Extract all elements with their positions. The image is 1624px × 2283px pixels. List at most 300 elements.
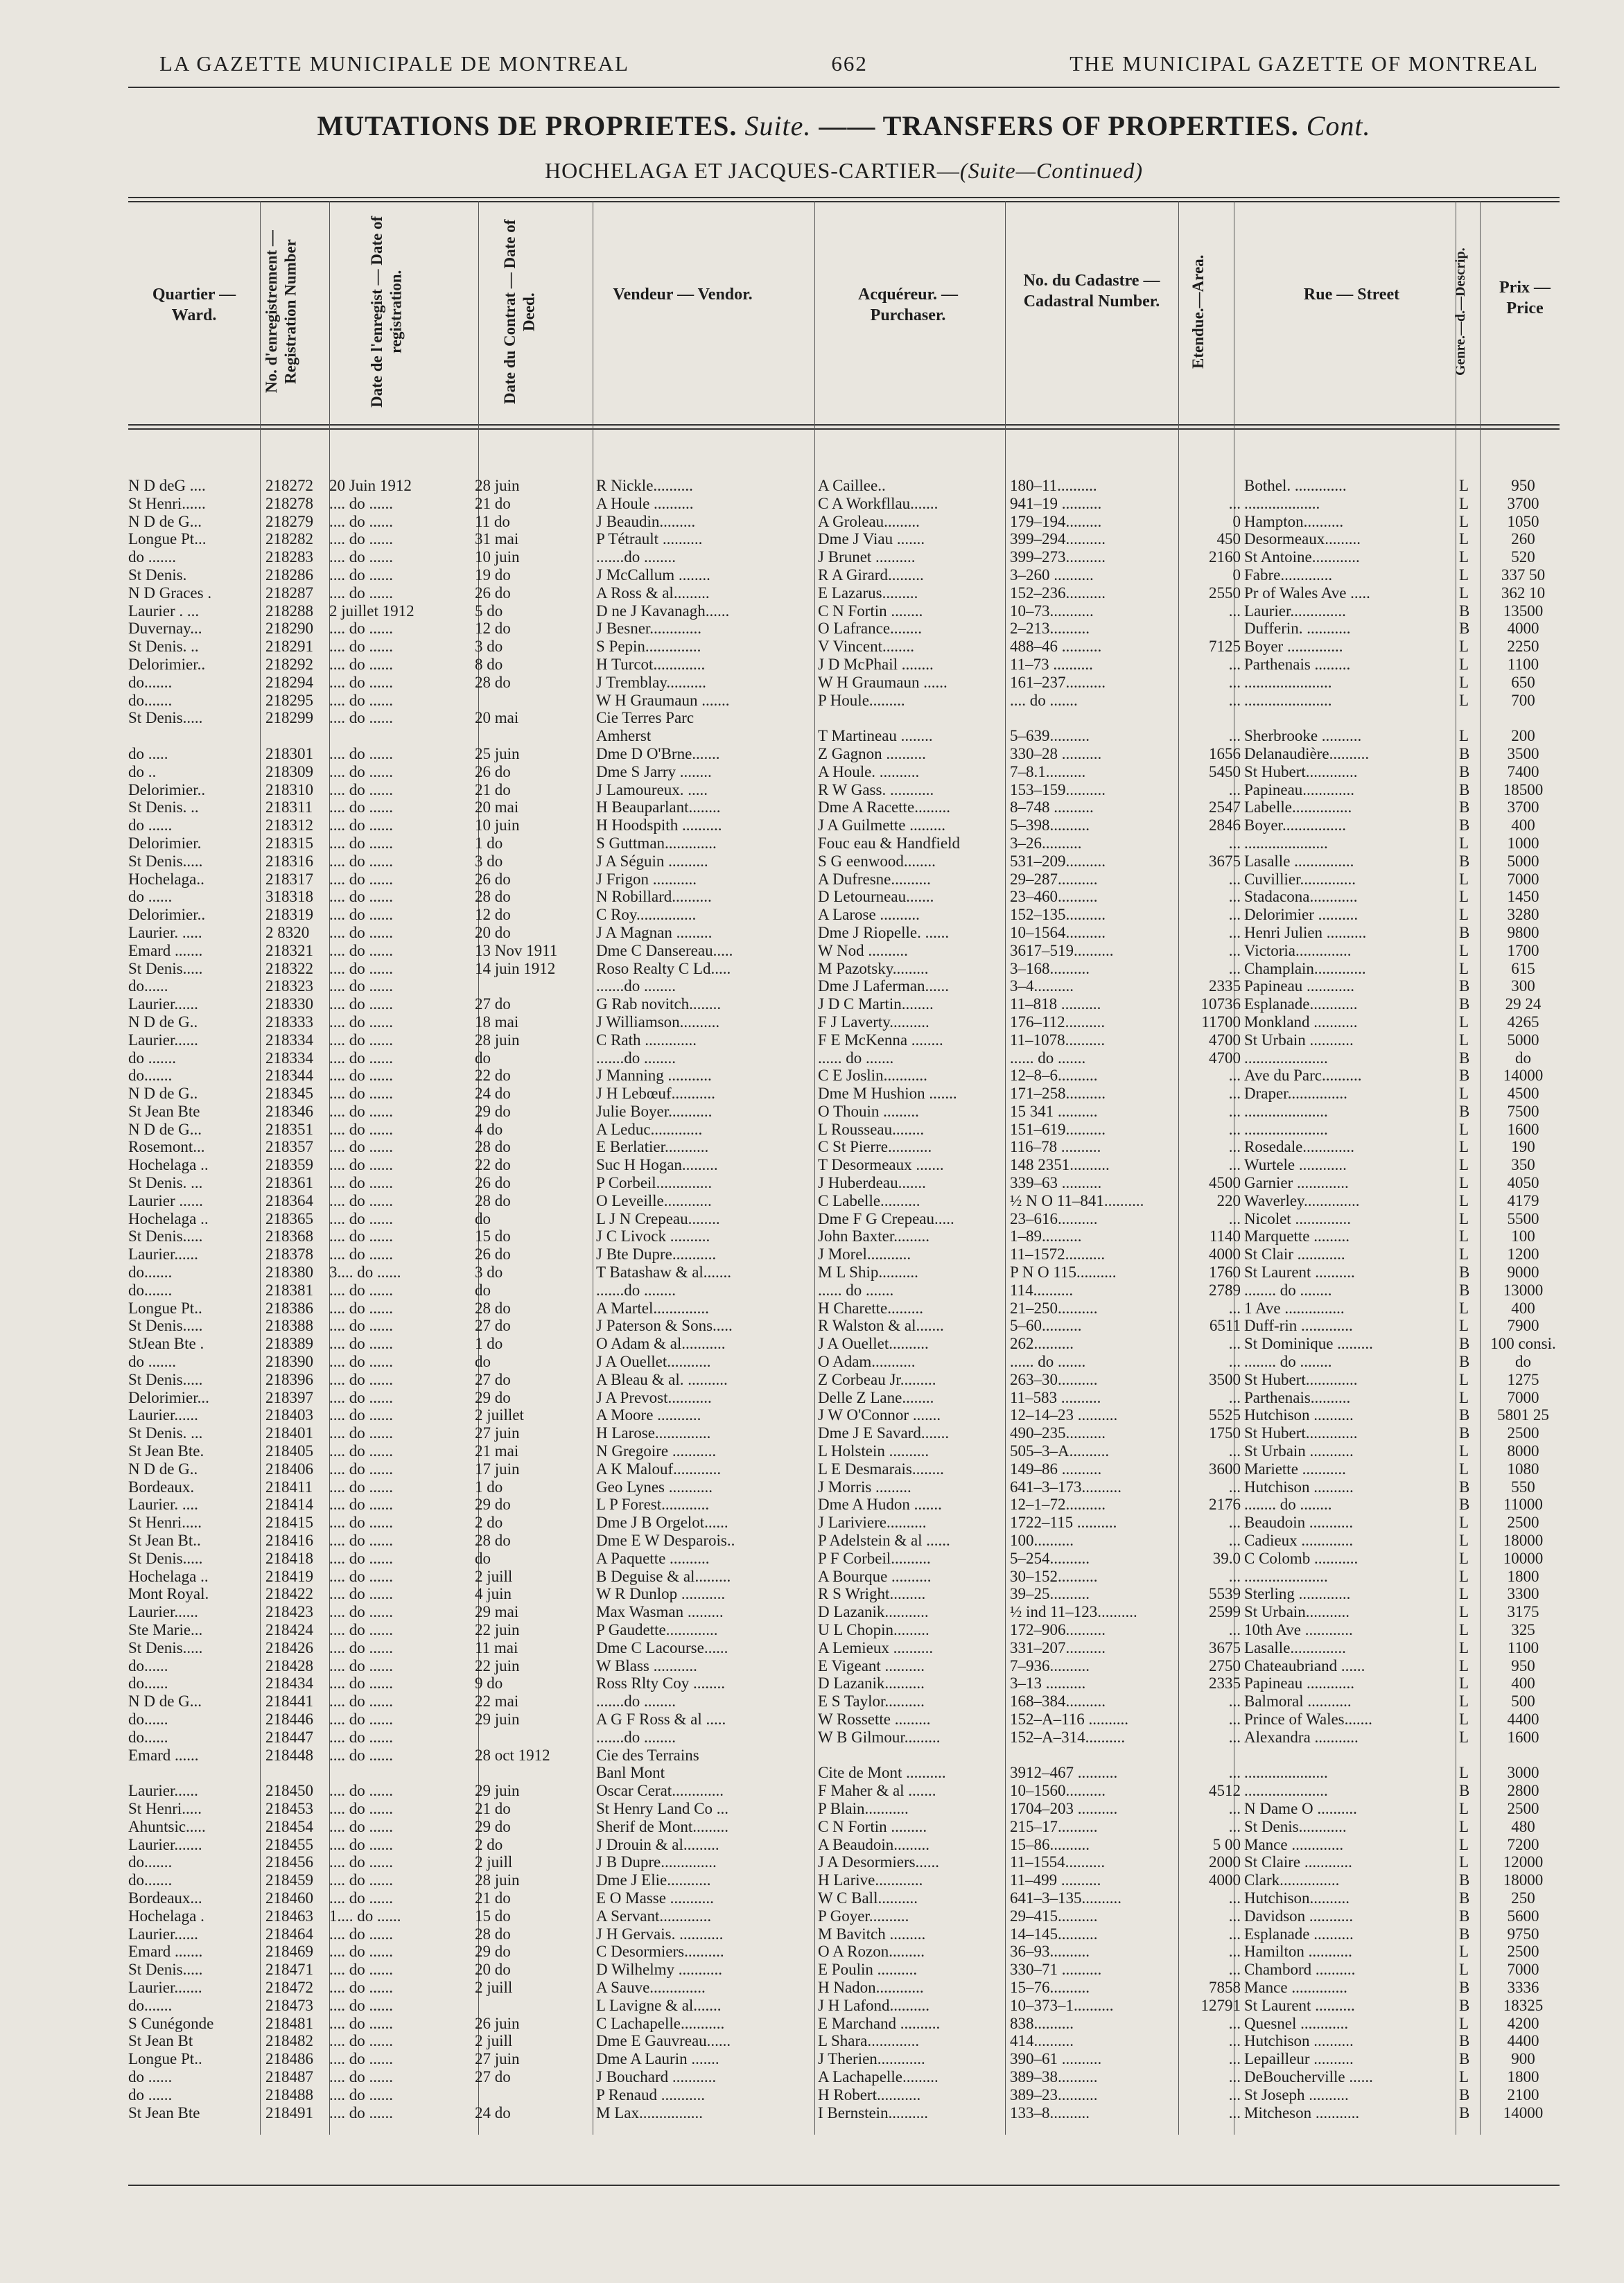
street-cell: Parthenais..........: [1244, 1388, 1351, 1406]
header-date-reg: Date de l'enregist — Date of registration.: [368, 216, 405, 408]
cadastre-cell: 215–17..........: [1010, 1817, 1098, 1835]
cadastre-cell: 330–28 ..........: [1010, 744, 1102, 762]
registration-cell: 218411: [265, 1478, 313, 1496]
price-cell: 5000: [1507, 852, 1539, 870]
cadastre-cell: 262..........: [1010, 1335, 1074, 1353]
descr-cell: L: [1459, 1031, 1469, 1049]
date-deed-cell: 25 juin: [475, 744, 520, 762]
area-cell: 4500: [1209, 1174, 1241, 1192]
cadastre-cell: 116–78 ..........: [1010, 1138, 1101, 1156]
purchaser-cell: C Labelle..........: [818, 1191, 920, 1209]
area-cell: 2789: [1209, 1281, 1241, 1299]
ward-cell: Emard .......: [128, 1943, 203, 1961]
vendor-cell: Max Wasman .........: [596, 1603, 724, 1621]
ward-cell: Delorimier..: [128, 780, 206, 798]
ward-cell: St Denis. ..: [128, 638, 199, 656]
table-row: [128, 2086, 1560, 2104]
area-cell: ...: [1228, 1621, 1241, 1638]
descr-cell: L: [1459, 512, 1469, 530]
street-cell: Laurier..............: [1244, 602, 1346, 620]
date-registration-cell: 20 Juin 1912: [329, 477, 412, 494]
descr-cell: L: [1459, 691, 1469, 709]
purchaser-cell: M Pazotsky.........: [818, 959, 929, 977]
descr-cell: B: [1459, 2032, 1470, 2050]
vendor-cell: H Hoodspith ..........: [596, 816, 722, 834]
table-row: [128, 1067, 1560, 1085]
price-cell: 950: [1511, 477, 1535, 494]
table-row: [128, 1371, 1560, 1389]
table-row: [128, 692, 1560, 710]
ward-cell: do ......: [128, 2067, 173, 2085]
ward-cell: Laurier.......: [128, 1978, 202, 1996]
registration-cell: 218309: [265, 762, 313, 780]
price-cell: 9750: [1507, 1925, 1539, 1943]
ward-cell: Mont Royal.: [128, 1585, 209, 1603]
purchaser-cell: J Huberdeau.......: [818, 1174, 926, 1192]
table-row: [128, 763, 1560, 781]
vendor-cell: E Berlatier...........: [596, 1138, 709, 1156]
street-cell: Monkland ...........: [1244, 1013, 1358, 1031]
registration-cell: 218415: [265, 1514, 313, 1532]
price-cell: 4500: [1507, 1085, 1539, 1103]
vendor-cell: Geo Lynes ...........: [596, 1478, 713, 1496]
area-cell: ...: [1228, 1728, 1241, 1746]
vendor-cell: St Henry Land Co ...: [596, 1799, 729, 1817]
price-cell: 650: [1511, 673, 1535, 691]
date-deed-cell: 27 do: [475, 2067, 511, 2085]
purchaser-cell: F E McKenna ........: [818, 1031, 943, 1049]
area-cell: ...: [1228, 834, 1241, 852]
registration-cell: 218414: [265, 1496, 313, 1514]
table-row: [128, 1853, 1560, 1871]
table-row: [128, 477, 1560, 495]
price-cell: 1275: [1507, 1370, 1539, 1388]
vendor-cell: P Renaud ...........: [596, 2085, 705, 2103]
cadastre-cell: 3–13 ..........: [1010, 1674, 1086, 1692]
date-deed-cell: 21 do: [475, 1889, 511, 1907]
table-row: [128, 816, 1560, 834]
cadastre-cell: 8–748 ..........: [1010, 798, 1094, 816]
registration-cell: 218446: [265, 1710, 313, 1728]
purchaser-cell: O Lafrance........: [818, 620, 923, 638]
purchaser-cell: J Morris .........: [818, 1478, 911, 1496]
area-cell: 7125: [1209, 638, 1241, 656]
descr-cell: L: [1459, 566, 1469, 584]
vendor-cell: A Ross & al.........: [596, 584, 710, 602]
registration-cell: 218288: [265, 602, 313, 620]
price-cell: 350: [1511, 1156, 1535, 1174]
date-registration-cell: .... do ......: [329, 2085, 393, 2103]
table-row: [128, 888, 1560, 906]
ward-cell: Laurier......: [128, 995, 198, 1013]
table-row: [128, 1353, 1560, 1371]
cadastre-cell: 168–384..........: [1010, 1692, 1106, 1711]
registration-cell: 218482: [265, 2032, 313, 2050]
descr-cell: L: [1459, 1085, 1469, 1103]
date-deed-cell: 9 do: [475, 1674, 503, 1692]
date-registration-cell: .... do ......: [329, 1799, 393, 1817]
date-deed-cell: 28 do: [475, 673, 511, 691]
cadastre-cell: 5–60..........: [1010, 1317, 1082, 1335]
cadastre-cell: 171–258..........: [1010, 1085, 1106, 1103]
registration-cell: 218311: [265, 798, 313, 816]
purchaser-cell: J Brunet ..........: [818, 548, 916, 566]
purchaser-cell: E Vigeant ..........: [818, 1656, 925, 1674]
cadastre-cell: 5–639..........: [1010, 727, 1090, 745]
street-cell: Esplanade............: [1244, 995, 1358, 1013]
ward-cell: St Jean Bte: [128, 1102, 200, 1120]
purchaser-cell: R Walston & al.......: [818, 1317, 944, 1335]
table-row: [128, 1121, 1560, 1139]
ward-cell: N D deG ....: [128, 477, 206, 494]
registration-cell: 218455: [265, 1835, 313, 1853]
price-cell: 190: [1511, 1138, 1535, 1156]
table-row: [128, 1227, 1560, 1245]
date-registration-cell: .... do ......: [329, 906, 393, 924]
table-row: [128, 1657, 1560, 1675]
purchaser-cell: ...... do .......: [818, 1049, 894, 1067]
descr-cell: L: [1459, 1961, 1469, 1979]
price-cell: 9000: [1507, 1263, 1539, 1282]
descr-cell: B: [1459, 1889, 1470, 1907]
street-cell: 1 Ave ...............: [1244, 1299, 1345, 1317]
cadastre-cell: 161–237..........: [1010, 673, 1106, 691]
date-registration-cell: .... do ......: [329, 673, 393, 691]
registration-cell: 218469: [265, 1943, 313, 1961]
vendor-cell: O Leveille............: [596, 1191, 712, 1209]
registration-cell: 218295: [265, 691, 313, 709]
area-cell: 1750: [1209, 1424, 1241, 1442]
registration-cell: 218406: [265, 1460, 313, 1478]
date-deed-cell: 28 oct 1912: [475, 1746, 550, 1764]
vendor-cell: A Servant.............: [596, 1907, 712, 1925]
table-row: [128, 602, 1560, 620]
purchaser-cell: C St Pierre...........: [818, 1138, 932, 1156]
table-row: [128, 1174, 1560, 1192]
registration-cell: 218389: [265, 1335, 313, 1353]
area-cell: ...: [1228, 494, 1241, 512]
ward-cell: Longue Pt...: [128, 530, 207, 548]
vendor-cell: Dme C Lacourse......: [596, 1638, 728, 1656]
table-row: [128, 1674, 1560, 1692]
date-deed-cell: 28 do: [475, 1299, 511, 1317]
table-row: [128, 1800, 1560, 1818]
area-cell: ...: [1228, 602, 1241, 620]
header-bottom-rule: [128, 424, 1560, 426]
price-cell: do: [1515, 1353, 1531, 1371]
cadastre-cell: 3912–467 ..........: [1010, 1764, 1118, 1782]
purchaser-cell: I Bernstein..........: [818, 2103, 929, 2122]
registration-cell: 218365: [265, 1209, 313, 1227]
descr-cell: B: [1459, 744, 1470, 762]
table-row: [128, 2015, 1560, 2033]
purchaser-cell: Fouc eau & Handfield: [818, 834, 961, 852]
street-cell: Desormeaux.........: [1244, 530, 1361, 548]
registration-cell: 218312: [265, 816, 313, 834]
table-row: [128, 1496, 1560, 1514]
ward-cell: do.......: [128, 1871, 173, 1889]
area-cell: 3600: [1209, 1460, 1241, 1478]
vendor-cell: G Rab novitch........: [596, 995, 722, 1013]
date-deed-cell: 28 juin: [475, 1031, 520, 1049]
descr-cell: L: [1459, 1120, 1469, 1138]
ward-cell: do.......: [128, 1067, 173, 1085]
price-cell: 2500: [1507, 1514, 1539, 1532]
area-cell: 2160: [1209, 548, 1241, 566]
date-registration-cell: .... do ......: [329, 638, 393, 656]
table-row: [128, 1514, 1560, 1532]
purchaser-cell: J A Guilmette .........: [818, 816, 945, 834]
area-cell: 4512: [1209, 1782, 1241, 1800]
descr-cell: L: [1459, 1603, 1469, 1621]
street-cell: ........ do ........: [1244, 1281, 1332, 1299]
date-deed-cell: 22 do: [475, 1067, 511, 1085]
street-cell: St Hubert.............: [1244, 762, 1358, 780]
street-cell: Prince of Wales.......: [1244, 1710, 1372, 1728]
area-cell: ...: [1228, 691, 1241, 709]
descr-cell: B: [1459, 2085, 1470, 2103]
registration-cell: 218322: [265, 959, 313, 977]
vendor-cell: A Leduc.............: [596, 1120, 703, 1138]
ward-cell: Emard .......: [128, 941, 203, 959]
table-row: [128, 995, 1560, 1013]
vendor-cell: H Turcot.............: [596, 655, 706, 673]
street-cell: DeBoucherville ......: [1244, 2067, 1373, 2085]
area-cell: 2599: [1209, 1603, 1241, 1621]
street-cell: Lepailleur ..........: [1244, 2050, 1354, 2068]
date-registration-cell: .... do ......: [329, 1245, 393, 1263]
date-deed-cell: 12 do: [475, 620, 511, 638]
street-cell: C Colomb ...........: [1244, 1549, 1359, 1567]
table-row: [128, 1192, 1560, 1210]
vendor-cell: C Lachapelle...........: [596, 2014, 725, 2032]
price-cell: 100: [1511, 1227, 1535, 1245]
purchaser-cell: L Holstein ..........: [818, 1442, 929, 1460]
purchaser-cell: A Lemieux ..........: [818, 1638, 934, 1656]
street-cell: Ave du Parc..........: [1244, 1067, 1362, 1085]
purchaser-cell: O A Rozon.........: [818, 1943, 925, 1961]
price-cell: 2800: [1507, 1782, 1539, 1800]
ward-cell: do.......: [128, 691, 173, 709]
price-cell: 7200: [1507, 1835, 1539, 1853]
purchaser-cell: P Houle.........: [818, 691, 905, 709]
date-deed-cell: 11 mai: [475, 1638, 518, 1656]
descr-cell: B: [1459, 1263, 1470, 1282]
date-registration-cell: 3.... do ......: [329, 1263, 401, 1282]
ward-cell: St Denis.: [128, 566, 187, 584]
date-deed-cell: 29 do: [475, 1817, 511, 1835]
date-deed-cell: 24 do: [475, 1085, 511, 1103]
date-registration-cell: .... do ......: [329, 798, 393, 816]
table-row: [128, 1210, 1560, 1228]
table-row: [128, 1979, 1560, 1997]
table-row: [128, 1782, 1560, 1800]
ward-cell: StJean Bte .: [128, 1335, 204, 1353]
ward-cell: Laurier......: [128, 1925, 198, 1943]
date-deed-cell: 31 mai: [475, 530, 519, 548]
purchaser-cell: A Groleau.........: [818, 512, 920, 530]
table-row: [128, 1406, 1560, 1424]
ward-cell: St Denis.....: [128, 1961, 203, 1979]
street-cell: Duff-rin .............: [1244, 1317, 1353, 1335]
street-cell: Hampton..........: [1244, 512, 1344, 530]
table-row: [128, 1049, 1560, 1067]
price-cell: 1700: [1507, 941, 1539, 959]
price-cell: 500: [1511, 1692, 1535, 1711]
registration-cell: 218472: [265, 1978, 313, 1996]
vendor-cell: J H Gervais. ...........: [596, 1925, 724, 1943]
purchaser-cell: C N Fortin .........: [818, 1817, 927, 1835]
date-registration-cell: .... do ......: [329, 1728, 393, 1746]
registration-cell: 218401: [265, 1424, 313, 1442]
price-cell: 4400: [1507, 2032, 1539, 2050]
cadastre-cell: 3–4..........: [1010, 977, 1074, 995]
date-deed-cell: 20 mai: [475, 798, 519, 816]
street-cell: Cadieux .............: [1244, 1532, 1354, 1550]
date-registration-cell: .... do ......: [329, 1388, 393, 1406]
header-bottom-rule-2: [128, 428, 1560, 430]
table-row: [128, 1532, 1560, 1550]
date-registration-cell: .... do ......: [329, 762, 393, 780]
ward-cell: do......: [128, 977, 168, 995]
price-cell: 1000: [1507, 834, 1539, 852]
date-deed-cell: 2 juill: [475, 1853, 513, 1871]
vendor-cell: C Rath .............: [596, 1031, 697, 1049]
purchaser-cell: P F Corbeil..........: [818, 1549, 931, 1567]
ward-cell: St Denis. ...: [128, 1174, 203, 1192]
header-cadastre: No. du Cadastre — Cadastral Number.: [1023, 272, 1160, 310]
cadastre-cell: 151–619..........: [1010, 1120, 1106, 1138]
purchaser-cell: R A Girard.........: [818, 566, 924, 584]
date-registration-cell: .... do ......: [329, 995, 393, 1013]
registration-cell: 218403: [265, 1406, 313, 1424]
price-cell: 1600: [1507, 1120, 1539, 1138]
area-cell: 4700: [1209, 1031, 1241, 1049]
street-cell: St Joseph ..........: [1244, 2085, 1349, 2103]
ward-cell: Delorimier.: [128, 834, 202, 852]
price-cell: 1100: [1507, 655, 1539, 673]
street-cell: N Dame O ..........: [1244, 1799, 1357, 1817]
ward-cell: St Jean Bte.: [128, 1442, 204, 1460]
table-row: [128, 1442, 1560, 1460]
area-cell: 3675: [1209, 852, 1241, 870]
descr-cell: L: [1459, 494, 1469, 512]
table-row: [128, 1103, 1560, 1121]
cadastre-cell: 29–287..........: [1010, 870, 1098, 888]
table-row: [128, 1621, 1560, 1639]
registration-cell: 218396: [265, 1370, 313, 1388]
purchaser-cell: V Vincent........: [818, 638, 914, 656]
registration-cell: 218463: [265, 1907, 313, 1925]
street-cell: Bothel. .............: [1244, 477, 1347, 494]
price-cell: 900: [1511, 2050, 1535, 2068]
area-cell: 3500: [1209, 1370, 1241, 1388]
purchaser-cell: J A Ouellet..........: [818, 1335, 929, 1353]
vendor-cell: C Roy...............: [596, 906, 697, 924]
ward-cell: S Cunégonde: [128, 2014, 214, 2032]
ward-cell: Longue Pt..: [128, 1299, 202, 1317]
purchaser-cell: P Goyer..........: [818, 1907, 909, 1925]
date-registration-cell: .... do ......: [329, 1013, 393, 1031]
table-row: [128, 1568, 1560, 1586]
purchaser-cell: H Larive............: [818, 1871, 923, 1889]
vendor-cell: D Wilhelmy ...........: [596, 1961, 723, 1979]
vendor-cell: Roso Realty C Ld.....: [596, 959, 731, 977]
registration-cell: 218488: [265, 2085, 313, 2103]
ward-cell: N D de G...: [128, 512, 202, 530]
street-cell: ......................: [1244, 691, 1332, 709]
date-registration-cell: .... do ......: [329, 530, 393, 548]
date-registration-cell: .... do ......: [329, 1746, 393, 1764]
date-registration-cell: .... do ......: [329, 584, 393, 602]
table-row: [128, 638, 1560, 656]
date-deed-cell: 13 Nov 1911: [475, 941, 558, 959]
ward-cell: do .......: [128, 1353, 176, 1371]
cadastre-cell: 133–8..........: [1010, 2103, 1090, 2122]
registration-cell: 218291: [265, 638, 313, 656]
ward-cell: Laurier......: [128, 1031, 198, 1049]
vendor-cell: .......do ........: [596, 977, 676, 995]
date-deed-cell: 8 do: [475, 655, 503, 673]
street-cell: .....................: [1244, 1764, 1328, 1782]
street-cell: Stadacona............: [1244, 888, 1358, 906]
area-cell: ...: [1228, 1442, 1241, 1460]
price-cell: 3336: [1507, 1978, 1539, 1996]
descr-cell: B: [1459, 2050, 1470, 2068]
area-cell: ...: [1228, 1514, 1241, 1532]
street-cell: Hutchison ..........: [1244, 2032, 1354, 2050]
date-deed-cell: 22 juin: [475, 1621, 520, 1638]
cadastre-cell: 641–3–173..........: [1010, 1478, 1121, 1496]
table-row: [128, 2032, 1560, 2050]
descr-cell: B: [1459, 852, 1470, 870]
price-cell: 4000: [1507, 620, 1539, 638]
registration-cell: 218290: [265, 620, 313, 638]
date-deed-cell: 4 juin: [475, 1585, 512, 1603]
date-registration-cell: .... do ......: [329, 2067, 393, 2085]
cadastre-cell: 1704–203 ..........: [1010, 1799, 1118, 1817]
vendor-cell: J H Lebœuf...........: [596, 1085, 715, 1103]
table-row: [128, 977, 1560, 995]
area-cell: ...: [1228, 1692, 1241, 1711]
registration-cell: 218419: [265, 1567, 313, 1585]
street-cell: St Hubert.............: [1244, 1370, 1358, 1388]
date-registration-cell: .... do ......: [329, 1710, 393, 1728]
ward-cell: N D de G...: [128, 1120, 202, 1138]
ward-cell: do .......: [128, 1049, 176, 1067]
area-cell: 0: [1232, 512, 1241, 530]
purchaser-cell: A Lachapelle.........: [818, 2067, 938, 2085]
vendor-cell: .......do ........: [596, 1049, 676, 1067]
registration-cell: 218323: [265, 977, 313, 995]
area-cell: ...: [1228, 673, 1241, 691]
ward-cell: do......: [128, 1728, 168, 1746]
registration-cell: 218368: [265, 1227, 313, 1245]
cadastre-cell: 1722–115 ..........: [1010, 1514, 1117, 1532]
date-deed-cell: 27 juin: [475, 1424, 520, 1442]
table-row: [128, 871, 1560, 889]
date-deed-cell: 29 do: [475, 1102, 511, 1120]
ward-cell: St Denis.....: [128, 1317, 203, 1335]
date-deed-cell: 27 do: [475, 1370, 511, 1388]
date-registration-cell: .... do ......: [329, 620, 393, 638]
ward-cell: Ahuntsic.....: [128, 1817, 206, 1835]
descr-cell: L: [1459, 1532, 1469, 1550]
vendor-cell: Sherif de Mont.........: [596, 1817, 729, 1835]
descr-cell: L: [1459, 1799, 1469, 1817]
purchaser-cell: A Houle. ..........: [818, 762, 920, 780]
title-dash: ——: [819, 110, 876, 141]
